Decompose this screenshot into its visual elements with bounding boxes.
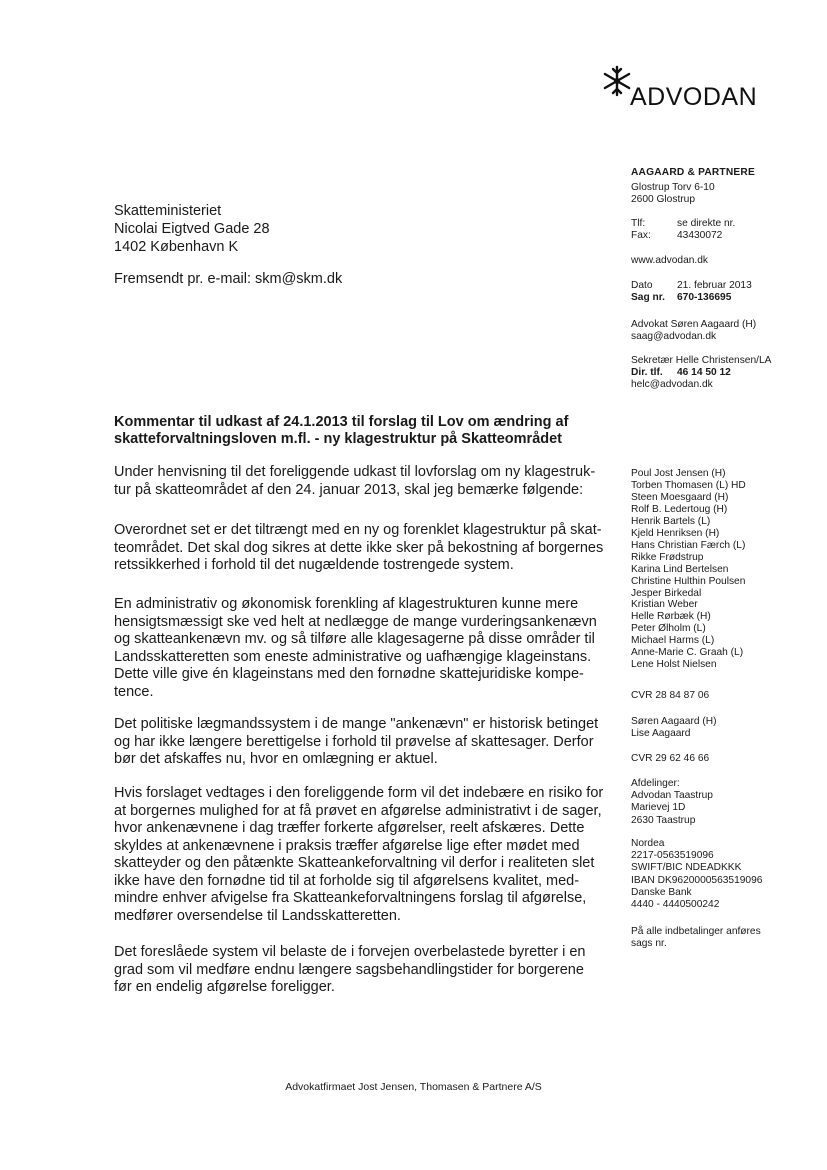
partner-name: Peter Ølholm (L) xyxy=(631,623,706,635)
direct-phone-label: Dir. tlf. xyxy=(631,367,663,379)
recipient-name: Skatteministeriet xyxy=(114,203,222,219)
body-line: Hvis forslaget vedtages i den foreliggende form vil det indebære en risiko for xyxy=(114,785,604,801)
partner-name: Anne-Marie C. Graah (L) xyxy=(631,647,744,659)
body-line: tence. xyxy=(114,683,154,700)
associate-name: Lise Aagaard xyxy=(631,728,691,740)
partner-name: Steen Moesgaard (H) xyxy=(631,491,729,503)
branch-line: Advodan Taastrup xyxy=(631,790,713,802)
bank-line: 4440 - 4440500242 xyxy=(631,899,720,911)
bank-line: 2217-0563519096 xyxy=(631,850,714,862)
note-line: På alle indbetalinger anføres xyxy=(631,926,761,937)
partner-name: Rolf B. Ledertoug (H) xyxy=(631,503,728,515)
body-line: hvor ankenævnene i dag træffer forkerte afgørelser, reelt afskæres. Dette xyxy=(114,820,585,836)
phone-value: se direkte nr. xyxy=(677,218,736,229)
recipient-city: 1402 København K xyxy=(114,239,239,255)
associate-list xyxy=(631,716,717,740)
body-line: medfører oversendelse til Landsskatteretten. xyxy=(114,907,401,924)
bank-line: IBAN DK9620000563519096 xyxy=(631,874,763,886)
body-line: Landsskatteretten som eneste administrative og uafhængige klageinstans. xyxy=(114,648,592,665)
note-line: sags nr. xyxy=(631,938,667,950)
advodan-logo xyxy=(600,64,765,112)
body-line: En administrativ og økonomisk forenkling af klagestrukturen kunne mere xyxy=(114,596,579,612)
recipient-address xyxy=(114,202,270,256)
fax-value: 43430072 xyxy=(677,230,723,242)
lawyer-info xyxy=(631,319,756,343)
body-line: skatteyder og den påtænkte Skatteankeforvaltning vil derfor i realiteten slet xyxy=(114,855,595,871)
firm-name: AAGAARD & PARTNERE xyxy=(631,167,755,178)
partner-list xyxy=(631,468,746,671)
body-line: skyldes at ankenævnene i praksis træffer afgørelse lige efter mødet med xyxy=(114,837,580,854)
lawyer-name: Advokat Søren Aagaard (H) xyxy=(631,319,757,330)
body-line: bør det afskaffes nu, hvor en omlægning er aktuel. xyxy=(114,751,438,767)
address-line: 2600 Glostrup xyxy=(631,194,695,206)
date-label: Dato xyxy=(631,280,653,291)
body-line: Overordnet set er det tiltrængt med en ny og forenklet klagestruktur på skat- xyxy=(114,522,602,538)
associate-name: Søren Aagaard (H) xyxy=(631,716,717,727)
partner-name: Michael Harms (L) xyxy=(631,635,715,647)
bank-info xyxy=(631,838,762,911)
partner-name: Karina Lind Bertelsen xyxy=(631,563,729,575)
body-line: og har ikke længere berettigelse i forhold til prøvelse af skattesager. Derfor xyxy=(114,733,594,750)
body-line: Det politiske lægmandssystem i de mange "ankenævn" er historisk betinget xyxy=(114,716,599,732)
body-paragraph-4 xyxy=(114,716,598,769)
partner-name: Henrik Bartels (L) xyxy=(631,515,711,527)
case-value: 670-136695 xyxy=(677,292,732,304)
body-paragraph-5 xyxy=(114,785,603,925)
phone-label: Tlf: xyxy=(631,218,646,229)
cvr-number: CVR 28 84 87 06 xyxy=(631,690,710,701)
partner-name: Jesper Birkedal xyxy=(631,587,702,599)
address-line: Glostrup Torv 6-10 xyxy=(631,182,715,193)
body-line: grad som vil medføre endnu længere sagsbehandlingstider for borgerene xyxy=(114,961,584,978)
body-line: hensigtsmæssigt ske ved helt at nedlægge de mange vurderingsankenævn xyxy=(114,613,597,630)
body-line: at borgernes mulighed for at få prøvet en afgørelse administrativt i de sager, xyxy=(114,802,602,819)
body-line: teområdet. Det skal dog sikres at dette ikke sker på bekostning af borgernes xyxy=(114,539,604,556)
body-paragraph-1 xyxy=(114,464,595,499)
body-paragraph-3 xyxy=(114,596,597,701)
letter-heading xyxy=(114,414,594,448)
branch-line: Marievej 1D xyxy=(631,802,686,814)
branch-line: Afdelinger: xyxy=(631,778,680,789)
fax-label: Fax: xyxy=(631,230,651,242)
partner-name: Kjeld Henriksen (H) xyxy=(631,527,720,539)
secretary-email[interactable]: helc@advodan.dk xyxy=(631,379,713,391)
heading-line: skatteforvaltningsloven m.fl. - ny klagestruktur på Skatteområdet xyxy=(114,431,563,447)
body-line: før en endelig afgørelse foreligger. xyxy=(114,979,335,995)
body-line: Dette ville give én klageinstans med den fornødne skattejuridiske kompe- xyxy=(114,666,584,682)
body-paragraph-6 xyxy=(114,944,586,997)
bank-line: Danske Bank xyxy=(631,886,692,898)
partner-name: Rikke Frødstrup xyxy=(631,551,704,563)
body-paragraph-2 xyxy=(114,522,603,575)
firm-address xyxy=(631,182,715,206)
heading-line: Kommentar til udkast af 24.1.2013 til forslag til Lov om ændring af xyxy=(114,414,569,430)
sent-by-email: Fremsendt pr. e-mail: skm@skm.dk xyxy=(114,271,343,287)
branch-line: 2630 Taastrup xyxy=(631,814,696,826)
website-link[interactable]: www.advodan.dk xyxy=(631,255,709,266)
body-line: retssikkerhed i forhold til det nugældende tostrengede system. xyxy=(114,557,514,573)
page-footer: Advokatfirmaet Jost Jensen, Thomasen & Partnere A/S xyxy=(285,1081,542,1093)
partner-name: Christine Hulthin Poulsen xyxy=(631,575,746,587)
partner-name: Hans Christian Færch (L) xyxy=(631,539,746,551)
direct-phone-value: 46 14 50 12 xyxy=(677,367,731,379)
case-label: Sag nr. xyxy=(631,292,665,304)
body-line: og skatteankenævn mv. og så tilføre alle klagesagerne på disse områder til xyxy=(114,631,595,647)
snowflake-icon xyxy=(600,64,634,98)
body-line: mindre enhver afvigelse fra Skatteankeforvaltningens forslag til afgørelse, xyxy=(114,890,587,906)
case-info xyxy=(631,280,752,304)
cvr-number: CVR 29 62 46 66 xyxy=(631,753,710,764)
partner-name: Helle Rørbæk (H) xyxy=(631,611,711,623)
body-line: tur på skatteområdet af den 24. januar 2013, skal jeg bemærke følgende: xyxy=(114,481,584,498)
secretary-name: Sekretær Helle Christensen/LA xyxy=(631,355,772,366)
bank-line: SWIFT/BIC NDEADKKK xyxy=(631,862,742,874)
payment-note xyxy=(631,926,761,950)
bank-line: Nordea xyxy=(631,838,665,849)
partner-name: Torben Thomasen (L) HD xyxy=(631,479,746,491)
body-line: Det foreslåede system vil belaste de i forvejen overbelastede byretter i en xyxy=(114,944,586,960)
partner-name: Kristian Weber xyxy=(631,599,698,611)
body-line: Under henvisning til det foreliggende udkast til lovforslag om ny klagestruk- xyxy=(114,464,596,480)
logo-text: ADVODAN xyxy=(630,83,758,111)
recipient-street: Nicolai Eigtved Gade 28 xyxy=(114,221,270,237)
secretary-info xyxy=(631,355,771,392)
date-value: 21. februar 2013 xyxy=(677,280,752,291)
partner-name: Poul Jost Jensen (H) xyxy=(631,468,726,479)
body-line: ikke have den fornødne tid til at forholde sig til afgørelsens kvalitet, med- xyxy=(114,872,580,889)
partner-name: Lene Holst Nielsen xyxy=(631,659,717,671)
branch-info xyxy=(631,778,713,827)
firm-contact xyxy=(631,218,735,242)
lawyer-email[interactable]: saag@advodan.dk xyxy=(631,331,717,343)
